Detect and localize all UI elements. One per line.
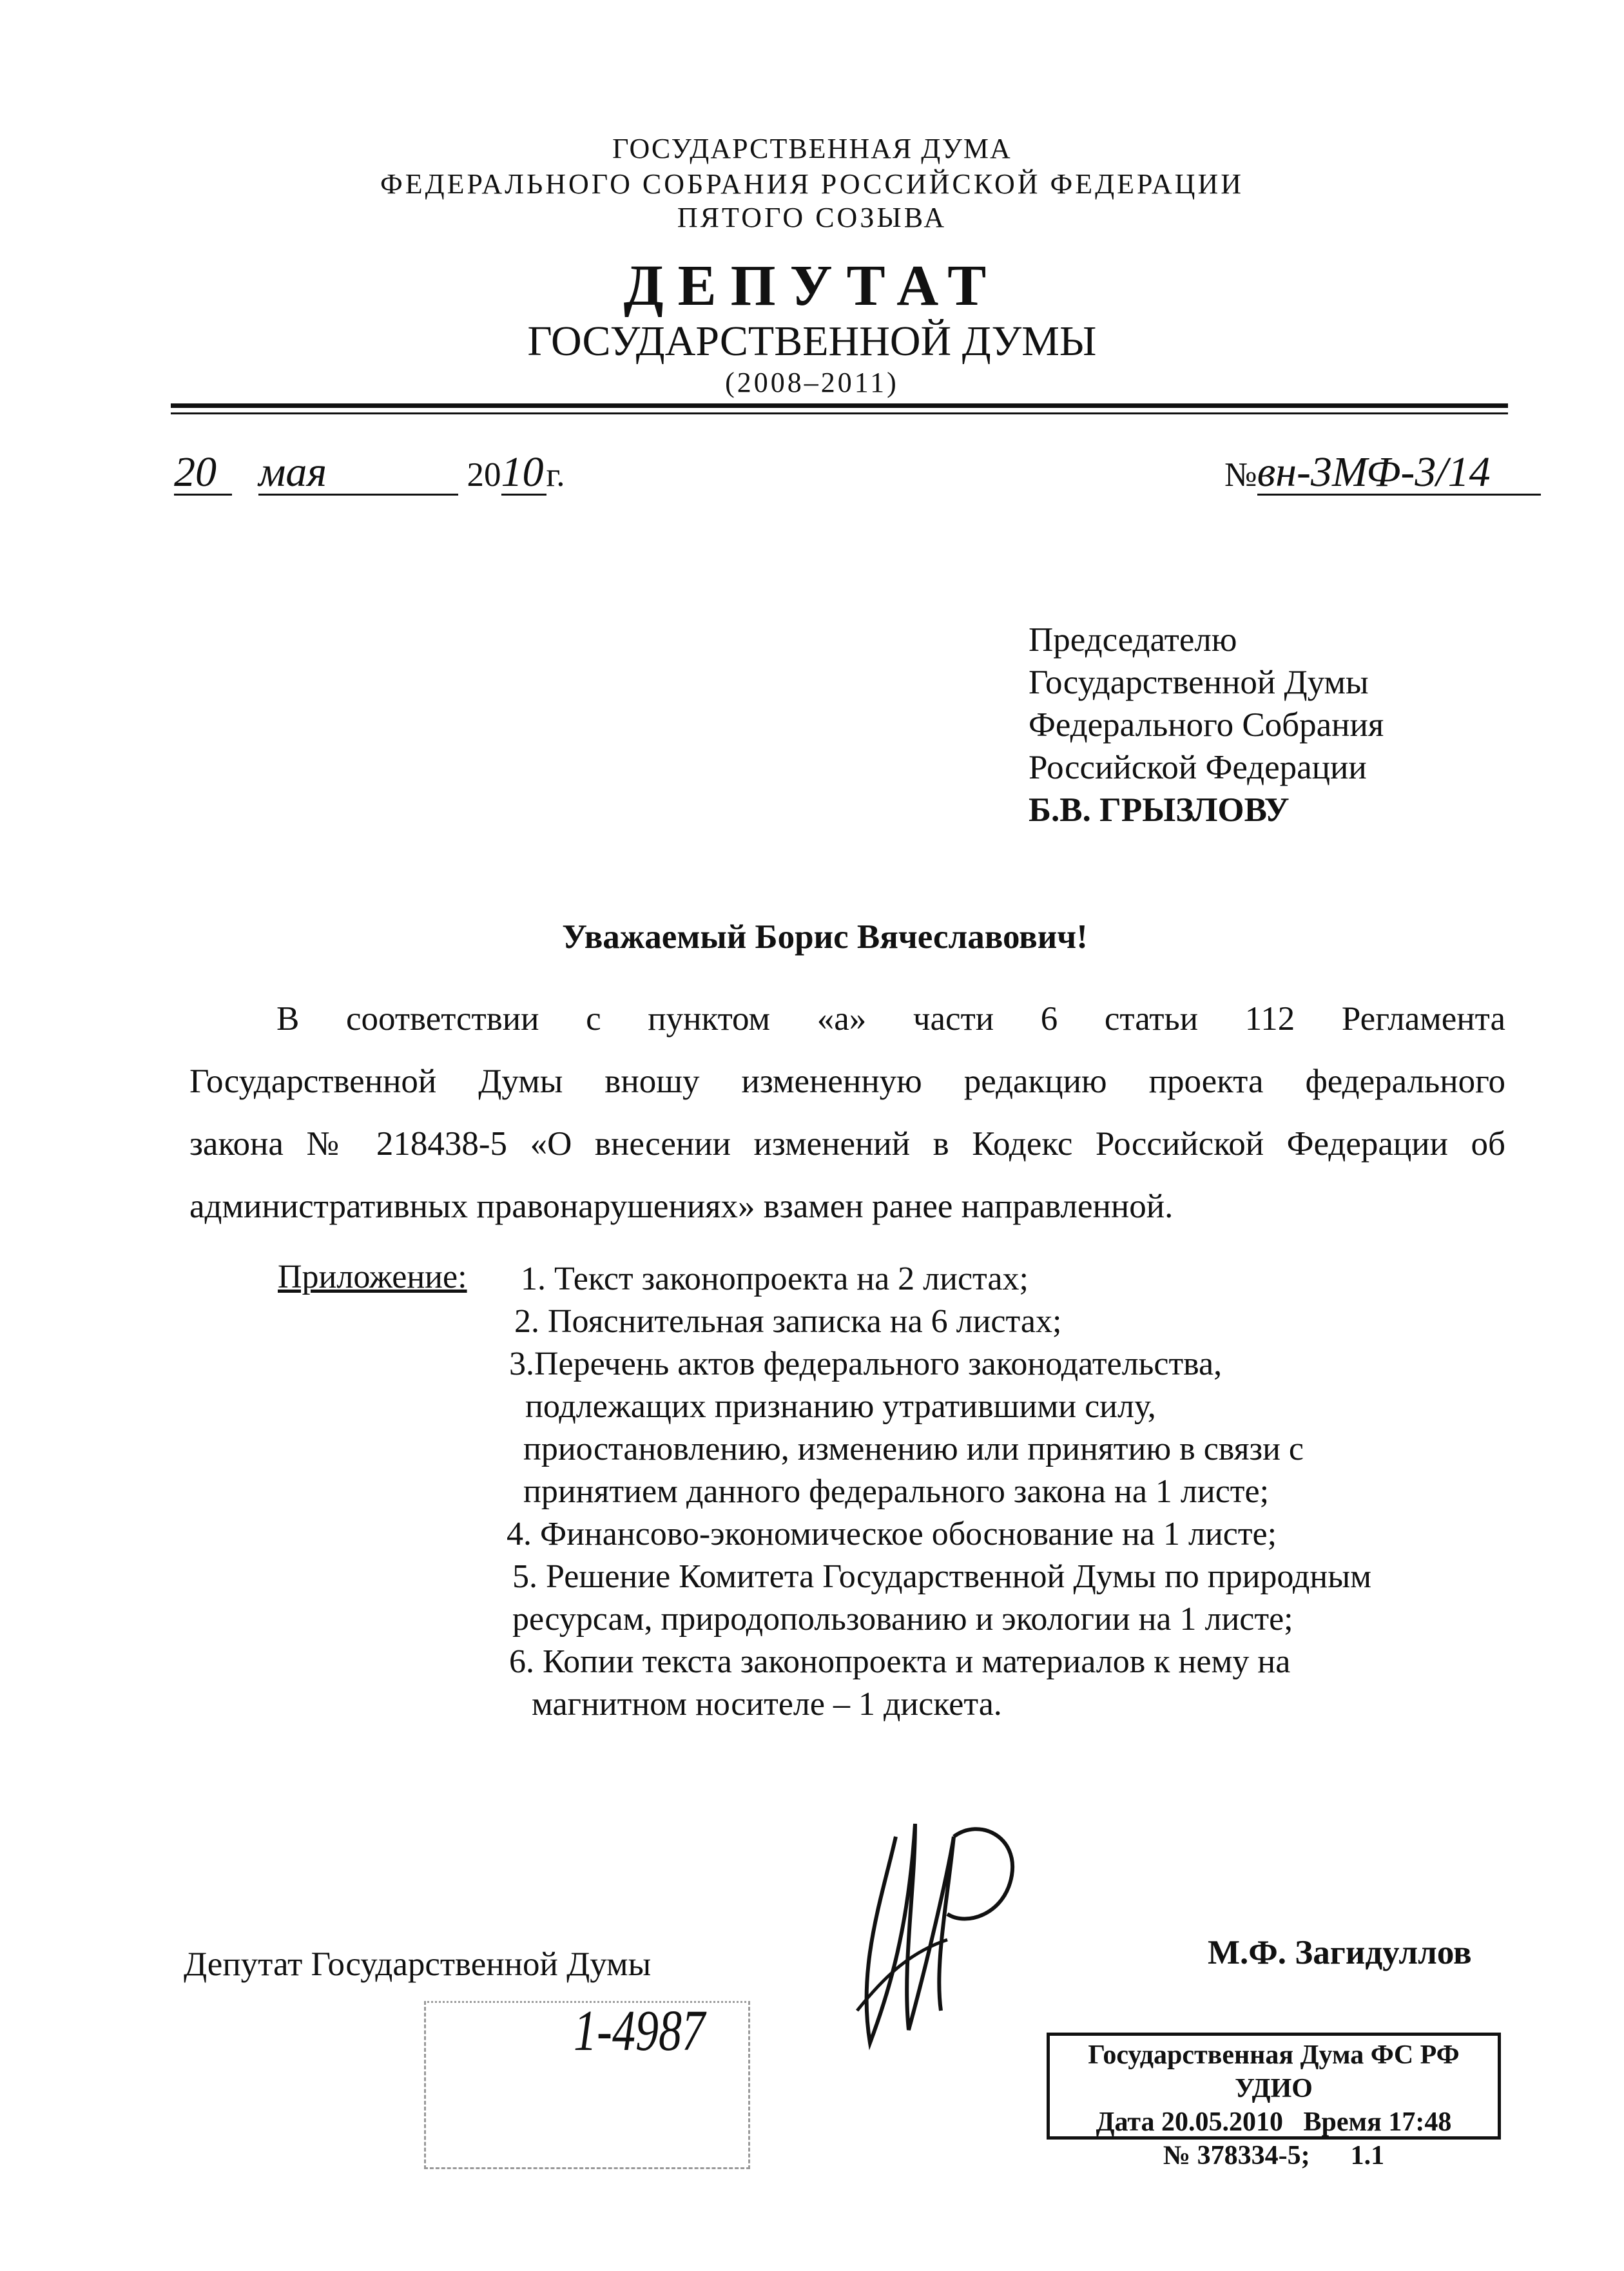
attachment-item: 1. Текст законопроекта на 2 листах; — [521, 1261, 1029, 1297]
stamp-line1: Государственная Дума ФС РФ УДИО — [1088, 2040, 1460, 2103]
attachment-item: приостановлению, изменению или принятию в связи с — [523, 1431, 1304, 1467]
divider-thick — [171, 403, 1508, 408]
addressee-line: Председателю — [1029, 621, 1237, 659]
addressee-name: Б.В. ГРЫЗЛОВУ — [1029, 791, 1290, 829]
greeting: Уважаемый Борис Вячеславович! — [562, 918, 1088, 956]
date-suffix: г. — [546, 456, 565, 494]
addressee-line: Государственной Думы — [1029, 664, 1369, 701]
stamp-number: № 378334-5; — [1163, 2141, 1310, 2170]
letterhead-years: (2008–2011) — [725, 367, 899, 398]
attachment-item: 5. Решение Комитета Государственной Думы по природным — [512, 1558, 1372, 1595]
attachments-list — [0, 1258, 1624, 1726]
letterhead-subtitle: ГОСУДАРСТВЕННОЙ ДУМЫ — [527, 318, 1097, 365]
signature-position: Депутат Государственной Думы — [184, 1946, 652, 1983]
letterhead-line2: ФЕДЕРАЛЬНОГО СОБРАНИЯ РОССИЙСКОЙ ФЕДЕРАЦИИ — [380, 168, 1244, 200]
attachments-label: Приложение: — [278, 1259, 467, 1295]
date-day: 20 — [174, 449, 217, 496]
paragraph-line: закона № 218438-5 «О внесении изменений в Кодекс Российской Федерации об — [189, 1125, 1505, 1163]
signature-name: М.Ф. Загидуллов — [1208, 1934, 1472, 1971]
incoming-mark-number: 1-4987 — [574, 1999, 705, 2063]
attachment-item: подлежащих признанию утратившими силу, — [525, 1388, 1156, 1425]
date-month: мая — [258, 449, 327, 496]
attachment-item: ресурсам, природопользованию и экологии на 1 листе; — [512, 1601, 1293, 1638]
addressee-line: Российской Федерации — [1029, 749, 1367, 786]
stamp-time: Время 17:48 — [1303, 2107, 1452, 2137]
outgoing-number — [1224, 451, 1541, 496]
paragraph-line: В соответствии с пунктом «а» части 6 статьи 112 Регламента — [276, 1000, 1505, 1038]
date-line — [174, 451, 565, 496]
stamp-code: 1.1 — [1350, 2141, 1385, 2170]
stamp-date: Дата 20.05.2010 — [1096, 2107, 1284, 2137]
main-paragraph — [189, 1002, 1505, 1252]
date-century: 20 — [467, 456, 501, 494]
paragraph-line: Государственной Думы вношу измененную редакцию проекта федерального — [189, 1063, 1505, 1100]
date-year: 10 — [501, 449, 544, 496]
attachment-item: магнитном носителе – 1 дискета. — [532, 1686, 1002, 1723]
divider-thin — [171, 412, 1508, 414]
addressee — [1029, 619, 1384, 831]
paragraph-line: административных правонарушениях» взамен ранее направленной. — [189, 1188, 1174, 1225]
addressee-line: Федерального Собрания — [1029, 706, 1384, 744]
attachment-item: принятием данного федерального закона на 1 листе; — [523, 1473, 1270, 1510]
letterhead-line3: ПЯТОГО СОЗЫВА — [677, 202, 947, 233]
attachment-item: 2. Пояснительная записка на 6 листах; — [514, 1303, 1062, 1340]
letterhead-line1: ГОСУДАРСТВЕННАЯ ДУМА — [612, 133, 1012, 164]
attachment-item: 6. Копии текста законопроекта и материалов к нему на — [509, 1643, 1291, 1680]
registration-stamp — [1047, 2033, 1501, 2170]
number-value: вн-3МФ-3/14 — [1257, 449, 1491, 496]
letterhead-title: ДЕПУТАТ — [623, 254, 1001, 318]
attachment-item: 3.Перечень актов федерального законодательства, — [509, 1346, 1223, 1382]
number-prefix: № — [1224, 456, 1257, 494]
handwritten-signature — [818, 1798, 1031, 2069]
attachment-item: 4. Финансово-экономическое обоснование на 1 листе; — [507, 1516, 1277, 1552]
